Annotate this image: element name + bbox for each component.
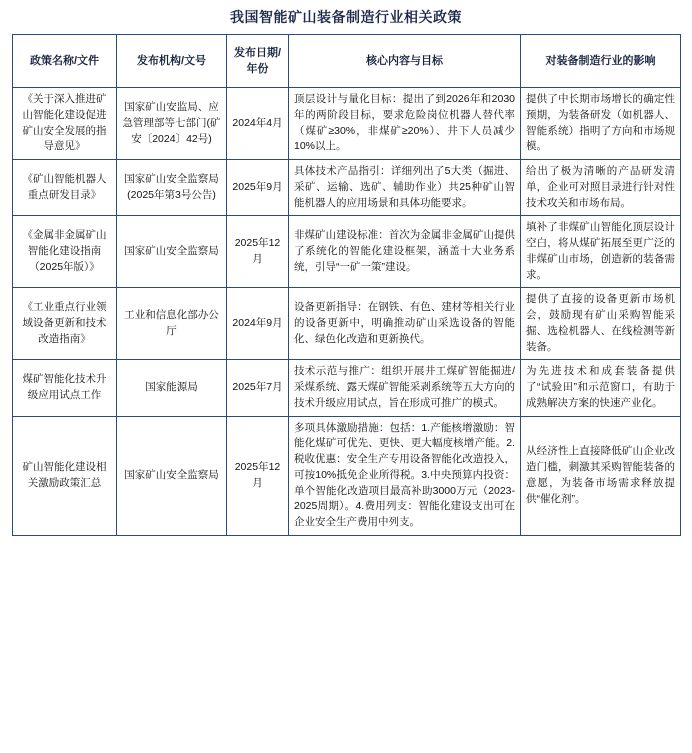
cell-core-content: 多项具体激励措施：包括：1.产能核增激励：智能化煤矿可优先、更快、更大幅度核增产能。2.税收优惠：安全生产专用设备智能化改造投入，可按10%抵免企业所得税。3.中央预算内投资：单个智能化改造项目最高补助3000万元（2023-2025周期）。4.费用列支：智能化建设支出可在企业安全生产费用中列支。 (289, 416, 521, 535)
cell-date: 2025年12月 (227, 416, 289, 535)
cell-issuing-org: 国家矿山安全监察局(2025年第3号公告) (117, 160, 227, 216)
cell-date: 2024年4月 (227, 88, 289, 160)
table-row (13, 216, 681, 288)
cell-core-content: 设备更新指导：在钢铁、有色、建材等相关行业的设备更新中，明确推动矿山采选设备的智能化、绿色化改造和更新换代。 (289, 288, 521, 360)
cell-date: 2025年9月 (227, 160, 289, 216)
cell-core-content: 具体技术产品指引：详细列出了5大类（掘进、采矿、运输、选矿、辅助作业）共25种矿山智能机器人的应用场景和具体功能要求。 (289, 160, 521, 216)
cell-date: 2025年12月 (227, 216, 289, 288)
cell-date: 2024年9月 (227, 288, 289, 360)
table-header-row (13, 35, 681, 88)
cell-core-content: 顶层设计与量化目标：提出了到2026年和2030年的两阶段目标，要求危险岗位机器人替代率（煤矿≥30%，非煤矿≥20%）、井下人员减少10%以上。 (289, 88, 521, 160)
cell-issuing-org: 工业和信息化部办公厅 (117, 288, 227, 360)
policy-table (12, 34, 681, 536)
cell-issuing-org: 国家矿山安监局、应急管理部等七部门(矿安〔2024〕42号) (117, 88, 227, 160)
column-header-date: 发布日期/年份 (227, 35, 289, 88)
cell-impact: 从经济性上直接降低矿山企业改造门槛，刺激其采购智能装备的意愿，为装备市场需求释放提供“催化剂”。 (521, 416, 681, 535)
cell-policy-name: 煤矿智能化技术升级应用试点工作 (13, 360, 117, 416)
table-row (13, 416, 681, 535)
cell-issuing-org: 国家能源局 (117, 360, 227, 416)
page-title: 我国智能矿山装备制造行业相关政策 (230, 9, 462, 25)
cell-impact: 提供了中长期市场增长的确定性预期，为装备研发（如机器人、智能系统）指明了方向和市场规模。 (521, 88, 681, 160)
cell-issuing-org: 国家矿山安全监察局 (117, 416, 227, 535)
cell-policy-name: 《矿山智能机器人重点研发目录》 (13, 160, 117, 216)
cell-policy-name: 《金属非金属矿山智能化建设指南（2025年版）》 (13, 216, 117, 288)
column-header-issuing-org: 发布机构/文号 (117, 35, 227, 88)
cell-impact: 为先进技术和成套装备提供了“试验田”和示范窗口，有助于成熟解决方案的快速产业化。 (521, 360, 681, 416)
cell-issuing-org: 国家矿山安全监察局 (117, 216, 227, 288)
cell-core-content: 技术示范与推广：组织开展井工煤矿智能掘进/采煤系统、露天煤矿智能采剥系统等五大方向的技术升级应用试点，旨在形成可推广的模式。 (289, 360, 521, 416)
cell-impact: 填补了非煤矿山智能化顶层设计空白，将从煤矿拓展至更广泛的非煤矿山市场，创造新的装备需求。 (521, 216, 681, 288)
column-header-core-content: 核心内容与目标 (289, 35, 521, 88)
table-row (13, 160, 681, 216)
cell-impact: 提供了直接的设备更新市场机会，鼓励现有矿山采购智能采掘、选检机器人、在线检测等新装备。 (521, 288, 681, 360)
cell-policy-name: 矿山智能化建设相关激励政策汇总 (13, 416, 117, 535)
table-row (13, 88, 681, 160)
cell-core-content: 非煤矿山建设标准：首次为金属非金属矿山提供了系统化的智能化建设框架，涵盖十大业务系统，引导“一矿一策”建设。 (289, 216, 521, 288)
table-row (13, 288, 681, 360)
cell-date: 2025年7月 (227, 360, 289, 416)
cell-policy-name: 《工业重点行业领域设备更新和技术改造指南》 (13, 288, 117, 360)
cell-policy-name: 《关于深入推进矿山智能化建设促进矿山安全发展的指导意见》 (13, 88, 117, 160)
cell-impact: 给出了极为清晰的产品研发清单，企业可对照目录进行针对性技术攻关和市场布局。 (521, 160, 681, 216)
column-header-impact: 对装备制造行业的影响 (521, 35, 681, 88)
table-row (13, 360, 681, 416)
column-header-policy-name: 政策名称/文件 (13, 35, 117, 88)
